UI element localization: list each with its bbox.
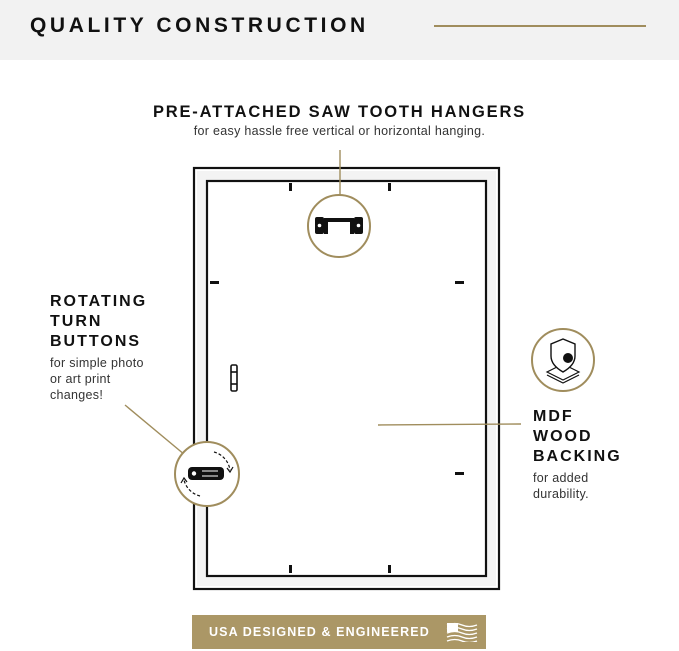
- turn-buttons-description-line: changes!: [50, 388, 104, 402]
- turn-buttons-heading-line: TURN: [50, 313, 103, 330]
- mdf-heading-line: MDF: [533, 408, 574, 425]
- rotating-turn-button-icon: [175, 442, 239, 506]
- mdf-heading-line: WOOD: [533, 428, 593, 445]
- page-title: QUALITY CONSTRUCTION: [30, 14, 369, 37]
- shield-backing-icon: [532, 329, 594, 391]
- mdf-leader-line: [378, 424, 521, 425]
- mdf-description: [533, 470, 589, 502]
- usa-banner: [192, 615, 486, 649]
- mdf-description-line: durability.: [533, 487, 589, 501]
- turn-buttons-heading: [50, 292, 147, 352]
- mdf-description-line: for added: [533, 471, 589, 485]
- saw-tooth-hanger-icon: [308, 195, 370, 257]
- mdf-heading-line: BACKING: [533, 448, 622, 465]
- turn-buttons-description-line: for simple photo: [50, 356, 144, 370]
- hangers-heading: PRE-ATTACHED SAW TOOTH HANGERS: [152, 103, 526, 121]
- turn-buttons-description-line: or art print: [50, 372, 111, 386]
- turn-buttons-description: [50, 355, 144, 403]
- us-flag-icon: [446, 622, 478, 642]
- turn-buttons-heading-line: BUTTONS: [50, 333, 142, 350]
- mdf-heading: [533, 407, 622, 467]
- turn-button-leader-line: [125, 405, 185, 455]
- banner-label: USA DESIGNED & ENGINEERED: [209, 625, 430, 639]
- hangers-description: for easy hassle free vertical or horizontal hanging.: [193, 124, 486, 138]
- turn-buttons-heading-line: ROTATING: [50, 293, 148, 310]
